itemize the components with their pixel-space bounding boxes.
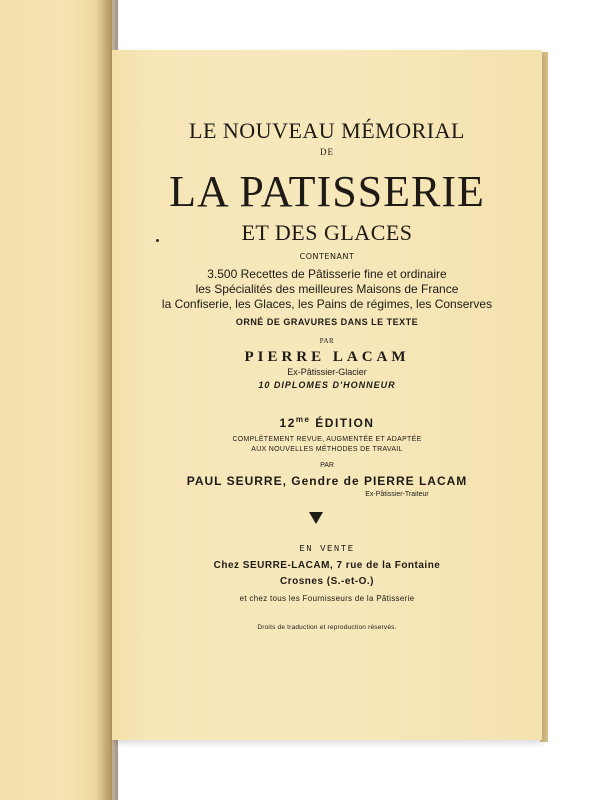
- title-page-text: [112, 50, 542, 740]
- paper-speck: [156, 239, 159, 242]
- contenant-label: CONTENANT: [299, 252, 355, 261]
- sale-address-1: Chez SEURRE-LACAM, 7 rue de la Fontaine: [213, 560, 441, 571]
- sale-others: et chez tous les Fournisseurs de la Pâtisserie: [239, 594, 415, 603]
- subtitle: ET DES GLACES: [241, 220, 413, 245]
- author-name: PIERRE LACAM: [244, 349, 410, 365]
- rights-notice: Droits de traduction et reproduction réservés.: [257, 624, 397, 631]
- coauthor-name: PAUL SEURRE, Gendre de PIERRE LACAM: [186, 474, 468, 488]
- edition-word: ÉDITION: [310, 416, 375, 430]
- revision-line-1: COMPLÈTEMENT REVUE, AUGMENTÉE ET ADAPTÉE: [232, 436, 422, 443]
- coauthor-title: Ex-Pâtissier-Traiteur: [365, 491, 429, 498]
- edition-suffix: me: [295, 415, 311, 424]
- by-label: PAR: [319, 337, 335, 345]
- description-line-3: la Confiserie, les Glaces, les Pains de régimes, les Conserves: [161, 297, 493, 311]
- description-line-1: 3.500 Recettes de Pâtisserie fine et ordinaire: [207, 267, 447, 281]
- revision-line-2: AUX NOUVELLES MÉTHODES DE TRAVAIL: [251, 446, 403, 453]
- triangle-ornament-icon: [309, 512, 323, 524]
- sale-heading: EN VENTE: [299, 544, 355, 554]
- edition-number: 12: [279, 416, 296, 430]
- author-title: Ex-Pâtissier-Glacier: [287, 367, 367, 377]
- honors-line: 10 DIPLOMES D'HONNEUR: [258, 380, 396, 390]
- title-line-1: LE NOUVEAU MÉMORIAL: [189, 118, 465, 143]
- sale-address-2: Crosnes (S.-et-O.): [279, 576, 374, 587]
- by-label-2: PAR: [320, 462, 334, 469]
- edition-line: [112, 417, 542, 429]
- description-line-2: les Spécialités des meilleures Maisons de France: [195, 282, 459, 296]
- main-title: LA PATISSERIE: [169, 167, 485, 216]
- title-line-de: DE: [320, 147, 334, 157]
- title-page: [112, 50, 542, 740]
- engravings-note: ORNÉ DE GRAVURES DANS LE TEXTE: [235, 317, 419, 327]
